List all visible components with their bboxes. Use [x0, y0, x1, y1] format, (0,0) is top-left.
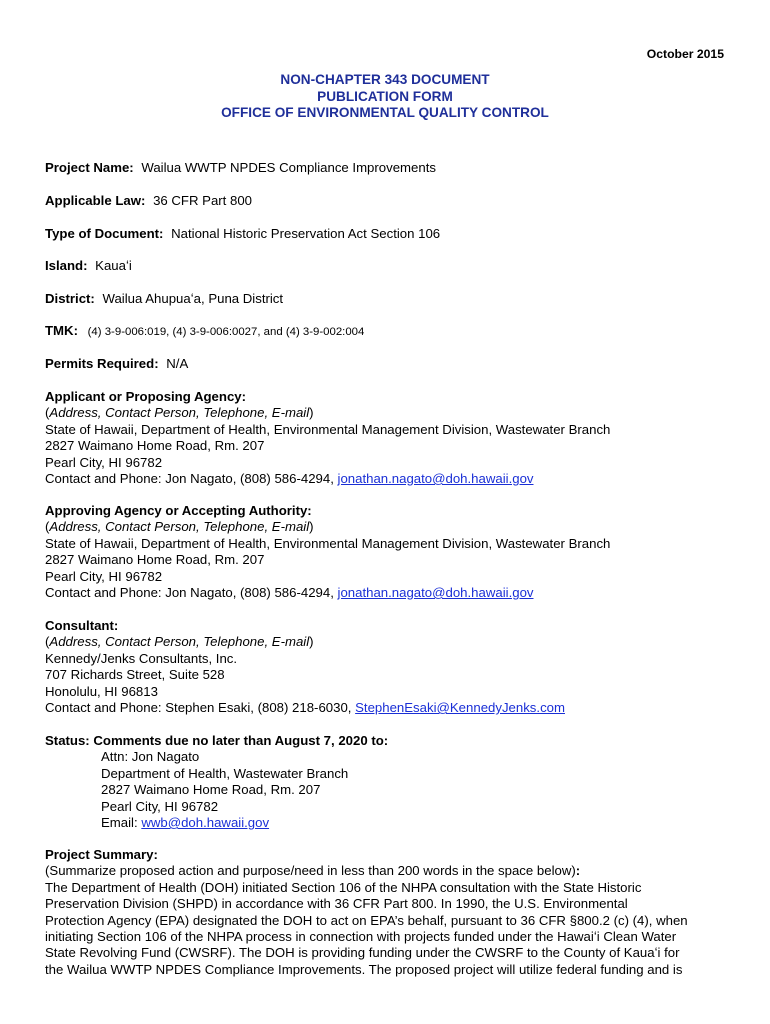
type-of-document-value: National Historic Preservation Act Section 106: [171, 226, 441, 241]
island-value: Kauaʻi: [95, 258, 132, 273]
status-city: Pearl City, HI 96782: [101, 798, 219, 814]
summary-line-3: Protection Agency (EPA) designated the DOH to act on EPA’s behalf, pursuant to 36 CFR §800.2 (c) (4), when: [45, 912, 688, 928]
status-email: [45, 815, 735, 831]
approving-line-3: Pearl City, HI 96782: [45, 568, 163, 584]
applicable-law-field: [45, 193, 252, 209]
project-name-label: Project Name:: [45, 160, 134, 175]
title-line-3: OFFICE OF ENVIRONMENTAL QUALITY CONTROL: [221, 105, 549, 121]
approving-contact-prefix: Contact and Phone: Jon Nagato, (808) 586-4294,: [45, 585, 338, 601]
applicant-section: [45, 389, 735, 487]
note-italic: Address, Contact Person, Telephone, E-mail: [49, 634, 310, 650]
applicant-email-link[interactable]: jonathan.nagato@doh.hawaii.gov: [337, 471, 534, 487]
summary-heading: Project Summary:: [45, 847, 158, 862]
title-line-2: PUBLICATION FORM: [317, 88, 453, 104]
permits-required-label: Permits Required:: [45, 356, 159, 371]
summary-line-5: State Revolving Fund (CWSRF). The DOH is providing funding under the CWSRF to the County of Kauaʻi for: [45, 945, 680, 961]
applicable-law-label: Applicable Law:: [45, 193, 146, 208]
island-label: Island:: [45, 258, 88, 273]
summary-line-6: the Wailua WWTP NPDES Compliance Improvements. The proposed project will utilize federal funding and is: [45, 961, 683, 977]
summary-line-1: The Department of Health (DOH) initiated Section 106 of the NHPA consultation with the State Historic: [45, 879, 642, 895]
status-email-prefix: Email:: [101, 815, 142, 831]
consultant-email-link[interactable]: StephenEsaki@KennedyJenks.com: [355, 700, 565, 716]
permits-required-value: N/A: [166, 356, 189, 371]
tmk-label: TMK:: [45, 323, 78, 338]
district-field: [45, 291, 283, 307]
approving-note: [45, 519, 735, 535]
consultant-contact-prefix: Contact and Phone: Stephen Esaki, (808) 218-6030,: [45, 700, 356, 716]
summary-instruction-colon: :: [575, 863, 581, 879]
type-of-document-label: Type of Document:: [45, 226, 164, 241]
approving-contact: [45, 585, 735, 601]
permits-required-field: [45, 356, 188, 372]
consultant-line-3: Honolulu, HI 96813: [45, 683, 158, 699]
note-italic: Address, Contact Person, Telephone, E-mail: [49, 405, 310, 421]
consultant-section: [45, 618, 735, 716]
project-name-field: [45, 160, 436, 176]
note-open: (: [45, 634, 50, 650]
summary-line-4: initiating Section 106 of the NHPA process in connection with projects funded under the Hawaiʻi Clean Water: [45, 929, 677, 945]
applicant-contact-prefix: Contact and Phone: Jon Nagato, (808) 586-4294,: [45, 471, 338, 487]
tmk-value: (4) 3-9-006:019, (4) 3-9-006:0027, and (4) 3-9-002:004: [87, 326, 365, 338]
note-close: ): [309, 405, 314, 421]
note-italic: Address, Contact Person, Telephone, E-mail: [49, 519, 310, 535]
note-open: (: [45, 519, 50, 535]
document-date: October 2015: [646, 47, 724, 61]
approving-heading: Approving Agency or Accepting Authority:: [45, 503, 312, 518]
tmk-field: [45, 323, 364, 340]
status-email-link[interactable]: wwb@doh.hawaii.gov: [141, 815, 270, 831]
approving-section: [45, 503, 735, 601]
consultant-line-1: Kennedy/Jenks Consultants, Inc.: [45, 650, 238, 666]
applicant-contact: [45, 471, 735, 487]
summary-line-2: Preservation Division (SHPD) in accordance with 36 CFR Part 800. In 1990, the U.S. Environmental: [45, 896, 628, 912]
title-line-1: NON-CHAPTER 343 DOCUMENT: [280, 72, 490, 87]
type-of-document-field: [45, 226, 440, 242]
document-title: [0, 72, 770, 122]
district-label: District:: [45, 291, 95, 306]
consultant-note: [45, 634, 735, 650]
applicable-law-value: 36 CFR Part 800: [153, 193, 253, 208]
applicant-line-2: 2827 Waimano Home Road, Rm. 207: [45, 438, 265, 454]
summary-instruction-text: (Summarize proposed action and purpose/need in less than 200 words in the space below): [45, 863, 576, 879]
district-value: Wailua Ahupuaʻa, Puna District: [102, 291, 284, 306]
project-name-value: Wailua WWTP NPDES Compliance Improvements: [141, 160, 436, 175]
island-field: [45, 258, 132, 274]
consultant-line-2: 707 Richards Street, Suite 528: [45, 667, 225, 683]
status-address: 2827 Waimano Home Road, Rm. 207: [101, 782, 321, 798]
status-dept: Department of Health, Wastewater Branch: [101, 765, 349, 781]
approving-line-1: State of Hawaii, Department of Health, Environmental Management Division, Wastewater Branch: [45, 535, 611, 551]
status-attn: Attn: Jon Nagato: [101, 749, 200, 765]
status-heading: Status: Comments due no later than August 7, 2020 to:: [45, 733, 389, 748]
applicant-heading: Applicant or Proposing Agency:: [45, 389, 246, 404]
applicant-line-1: State of Hawaii, Department of Health, Environmental Management Division, Wastewater Branch: [45, 421, 611, 437]
consultant-contact: [45, 700, 735, 716]
note-close: ): [309, 634, 314, 650]
applicant-line-3: Pearl City, HI 96782: [45, 454, 163, 470]
summary-section: [45, 847, 735, 978]
status-section: [45, 733, 735, 831]
consultant-heading: Consultant:: [45, 618, 119, 633]
approving-email-link[interactable]: jonathan.nagato@doh.hawaii.gov: [337, 585, 534, 601]
note-close: ): [309, 519, 314, 535]
summary-instruction: [45, 863, 735, 879]
approving-line-2: 2827 Waimano Home Road, Rm. 207: [45, 552, 265, 568]
applicant-note: [45, 405, 735, 421]
note-open: (: [45, 405, 50, 421]
